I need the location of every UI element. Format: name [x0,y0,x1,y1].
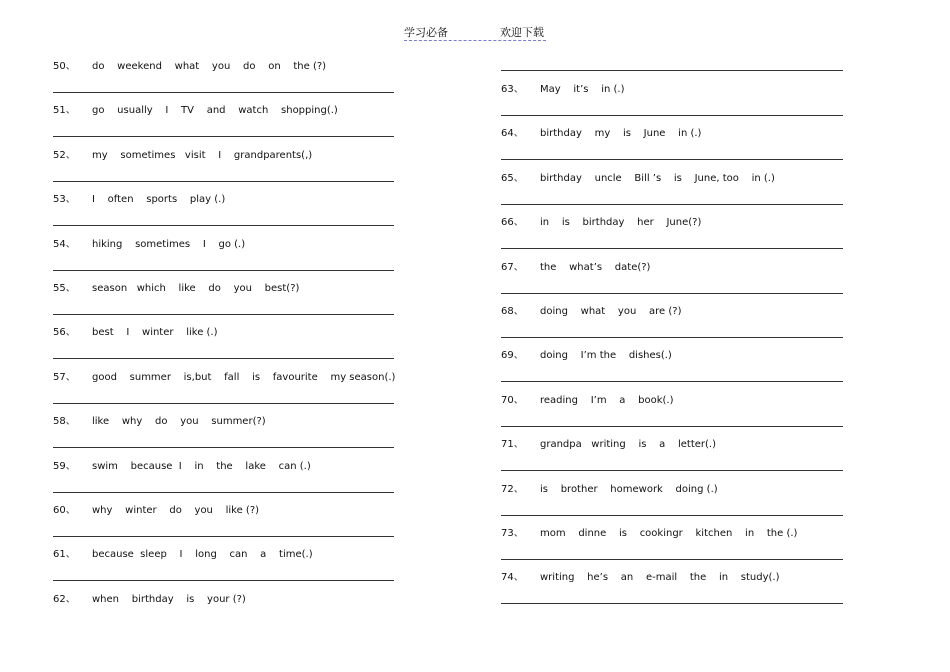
answer-line[interactable] [53,492,394,493]
page-header [404,24,546,41]
answer-line[interactable] [501,426,843,427]
exercise-words: swim because I in the lake can (.) [92,460,311,472]
answer-line[interactable] [501,381,843,382]
exercise-words: May it’s in (.) [540,84,625,95]
exercise-item [53,327,394,339]
exercise-words: mom dinne is cookingr kitchen in the (.) [540,528,798,539]
exercise-number: 74、 [501,572,524,584]
answer-line[interactable] [501,115,843,116]
answer-line[interactable] [53,136,394,137]
exercise-words: writing he’s an e-mail the in study(.) [540,572,780,584]
exercise-words: hiking sometimes I go (.) [92,238,246,250]
exercise-number: 63、 [501,84,524,95]
exercise-item [53,105,394,117]
exercise-number: 65、 [501,172,524,184]
answer-line[interactable] [53,447,394,448]
exercise-words: doing I’m the dishes(.) [540,350,672,362]
exercise-item [53,372,394,384]
exercise-item [501,306,843,318]
header-right-text: 欢迎下载 [500,26,544,39]
exercise-words: my sometimes visit I grandparents(,) [92,149,313,161]
exercise-item [501,350,843,362]
exercise-item [501,217,843,229]
exercise-number: 62、 [53,593,76,605]
answer-line[interactable] [501,204,843,205]
exercise-number: 56、 [53,327,76,339]
exercise-number: 71、 [501,439,524,451]
exercise-item [53,239,394,251]
answer-line[interactable] [53,92,394,93]
exercise-number: 61、 [53,549,76,561]
exercise-item [501,439,843,451]
exercise-number: 53、 [53,194,76,206]
exercise-item [53,594,394,606]
exercise-item [501,173,843,185]
exercise-words: good summer is,but fall is favourite my season(.) [92,371,396,383]
exercise-words: when birthday is your (?) [92,593,246,605]
exercise-item [501,528,843,540]
answer-line[interactable] [53,536,394,537]
exercise-number: 59、 [53,460,76,472]
exercise-number: 72、 [501,483,524,495]
answer-line [501,70,843,71]
exercise-number: 66、 [501,217,524,229]
exercise-words: like why do you summer(?) [92,416,266,428]
exercise-number: 64、 [501,128,524,140]
exercise-item [501,484,843,496]
exercise-number: 67、 [501,261,524,273]
answer-line[interactable] [53,270,394,271]
exercise-words: in is birthday her June(?) [540,217,702,229]
exercise-number: 60、 [53,505,76,516]
exercise-words: why winter do you like (?) [92,505,260,516]
exercise-words: go usually I TV and watch shopping(.) [92,105,338,117]
exercise-number: 73、 [501,528,524,539]
exercise-words: reading I’m a book(.) [540,394,674,406]
exercise-words: because sleep I long can a time(.) [92,549,313,561]
answer-line[interactable] [53,225,394,226]
exercise-number: 50、 [53,61,76,72]
exercise-item [53,150,394,162]
header-left-text: 学习必备 [404,26,448,39]
answer-line[interactable] [501,559,843,560]
exercise-words: is brother homework doing (.) [540,483,718,495]
exercise-words: grandpa writing is a letter(.) [540,439,717,451]
exercise-number: 52、 [53,149,76,161]
answer-line[interactable] [501,603,843,604]
exercise-item [53,283,394,295]
exercise-number: 69、 [501,350,524,362]
exercise-number: 57、 [53,371,76,383]
exercise-item [53,194,394,206]
exercise-words: the what’s date(?) [540,261,651,273]
exercise-number: 70、 [501,394,524,406]
exercise-item [501,84,843,96]
exercise-item [53,416,394,428]
exercise-item [501,262,843,274]
exercise-item [53,61,394,73]
exercise-words: best I winter like (.) [92,327,218,339]
exercise-number: 55、 [53,283,76,294]
answer-line[interactable] [501,470,843,471]
exercise-item [501,128,843,140]
answer-line[interactable] [501,159,843,160]
exercise-item [501,572,843,584]
exercise-words: do weekend what you do on the (?) [92,61,327,72]
exercise-words: I often sports play (.) [92,194,226,206]
exercise-words: birthday my is June in (.) [540,128,702,140]
answer-line[interactable] [501,293,843,294]
answer-line[interactable] [53,358,394,359]
answer-line[interactable] [501,248,843,249]
exercise-number: 54、 [53,238,76,250]
exercise-item [53,505,394,517]
exercise-item [53,461,394,473]
exercise-item [501,395,843,407]
exercise-item [53,549,394,561]
exercise-number: 51、 [53,105,76,117]
exercise-words: birthday uncle Bill ’s is June, too in (.) [540,172,775,184]
answer-line[interactable] [53,181,394,182]
answer-line[interactable] [53,403,394,404]
exercise-words: doing what you are (?) [540,306,682,317]
answer-line[interactable] [53,580,394,581]
answer-line[interactable] [53,314,394,315]
answer-line[interactable] [501,515,843,516]
exercise-words: season which like do you best(?) [92,283,300,294]
exercise-number: 68、 [501,306,524,317]
answer-line[interactable] [501,337,843,338]
exercise-number: 58、 [53,416,76,428]
